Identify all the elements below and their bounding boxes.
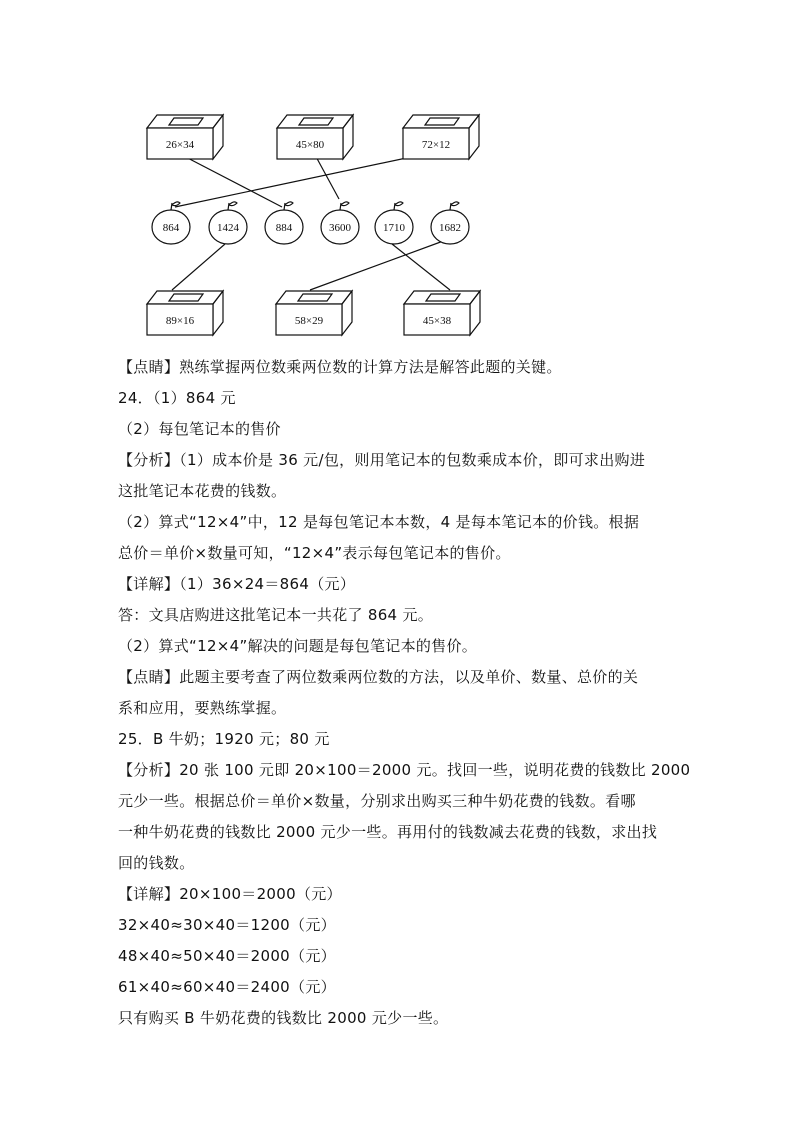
- link-1424-89x16: [172, 244, 225, 290]
- box-26x34: [147, 115, 223, 159]
- detail-25-line1: 【详解】20×100＝2000（元）: [118, 885, 342, 903]
- analysis-25-line2: 元少一些。根据总价＝单价×数量，分别求出购买三种牛奶花费的钱数。看哪: [118, 792, 636, 810]
- detail-24-line2: 答：文具店购进这批笔记本一共花了 864 元。: [118, 606, 434, 624]
- link-45x80-3600: [314, 153, 339, 199]
- analysis-24-line1: 【分析】（1）成本价是 36 元/包，则用笔记本的包数乘成本价，即可求出购进: [118, 451, 646, 469]
- apple-label: 1424: [217, 222, 239, 234]
- detail-25-line5: 只有购买 B 牛奶花费的钱数比 2000 元少一些。: [118, 1009, 449, 1027]
- analysis-24-line3: （2）算式“12×4”中，12 是每包笔记本本数，4 是每本笔记本的价钱。根据: [118, 513, 640, 531]
- matching-diagram: [0, 0, 800, 345]
- detail-24-line1: 【详解】（1）36×24＝864（元）: [118, 575, 356, 593]
- analysis-24-line4: 总价＝单价×数量可知，“12×4”表示每包笔记本的售价。: [118, 544, 511, 562]
- box-72x12: [403, 115, 479, 159]
- answer-25: 25．B 牛奶；1920 元；80 元: [118, 730, 330, 748]
- answer-24-1: 24．（1）864 元: [118, 389, 236, 407]
- box-58x29: [276, 291, 352, 335]
- detail-25-line2: 32×40≈30×40＝1200（元）: [118, 916, 336, 934]
- analysis-25-line1: 【分析】20 张 100 元即 20×100＝2000 元。找回一些，说明花费的钱数比 2000: [118, 761, 691, 779]
- analysis-25-line3: 一种牛奶花费的钱数比 2000 元少一些。再用付的钱数减去花费的钱数，求出找: [118, 823, 658, 841]
- apple-label: 864: [162, 222, 180, 234]
- box-label: 72×12: [421, 139, 451, 151]
- link-72x12-864: [175, 153, 430, 207]
- box-label: 89×16: [165, 315, 195, 327]
- box-89x16: [147, 291, 223, 335]
- detail-25-line3: 48×40≈50×40＝2000（元）: [118, 947, 336, 965]
- key-point-24-line2: 系和应用，要熟练掌握。: [118, 699, 287, 717]
- box-label: 45×38: [422, 315, 452, 327]
- link-1682-58x29: [310, 240, 446, 290]
- box-label: 58×29: [294, 315, 324, 327]
- box-45x38: [404, 291, 480, 335]
- analysis-24-line2: 这批笔记本花费的钱数。: [118, 482, 287, 500]
- answer-24-2: （2）每包笔记本的售价: [118, 420, 281, 438]
- apple-label: 3600: [329, 222, 351, 234]
- detail-24-line3: （2）算式“12×4”解决的问题是每包笔记本的售价。: [118, 637, 478, 655]
- detail-25-line4: 61×40≈60×40＝2400（元）: [118, 978, 336, 996]
- note-key-point: 【点睛】熟练掌握两位数乘两位数的计算方法是解答此题的关键。: [118, 358, 562, 376]
- box-label: 26×34: [165, 139, 195, 151]
- apple-label: 1710: [383, 222, 405, 234]
- link-1710-45x38: [392, 244, 450, 290]
- key-point-24-line1: 【点睛】此题主要考查了两位数乘两位数的方法，以及单价、数量、总价的关: [118, 668, 639, 686]
- apple-label: 884: [275, 222, 293, 234]
- apple-label: 1682: [439, 222, 461, 234]
- box-label: 45×80: [295, 139, 325, 151]
- box-45x80: [277, 115, 353, 159]
- link-26x34-884: [178, 153, 282, 207]
- analysis-25-line4: 回的钱数。: [118, 854, 195, 872]
